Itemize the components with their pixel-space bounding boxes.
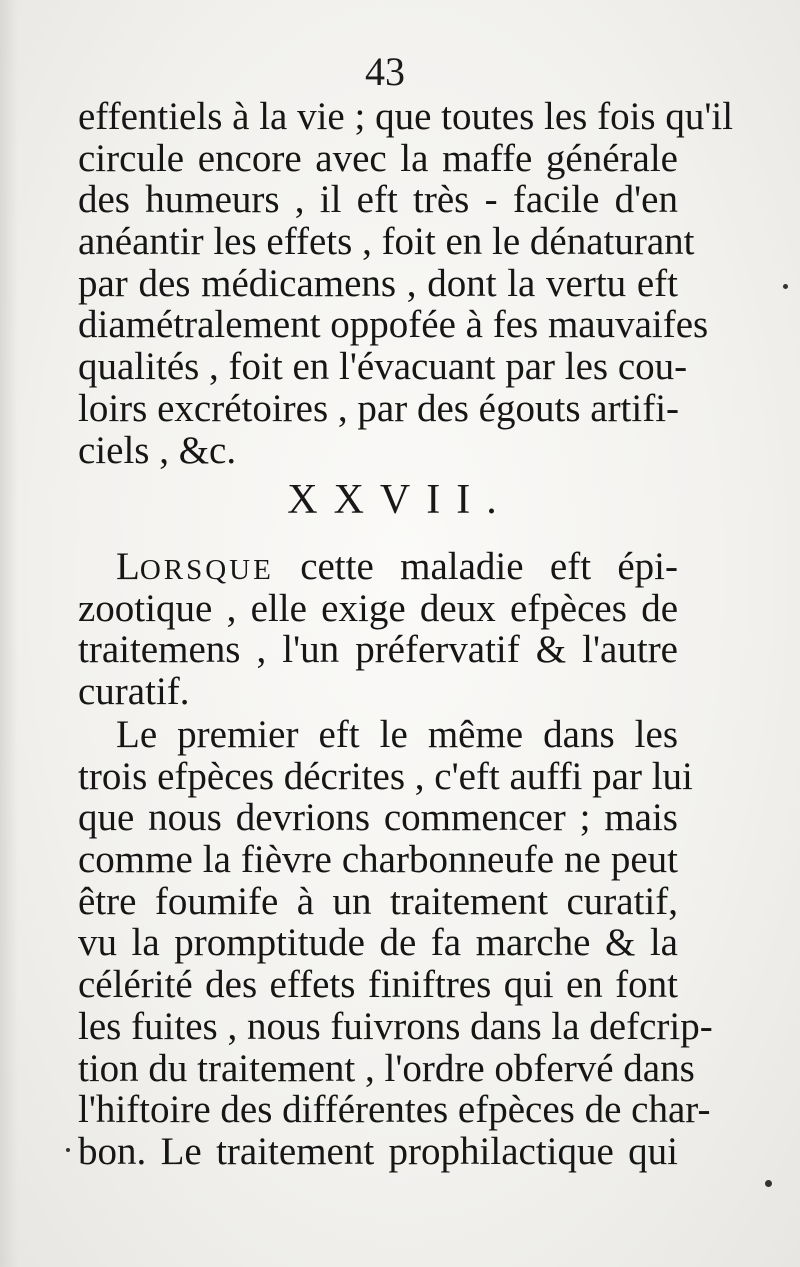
text-line: l'hiftoire des différentes efpèces de char- [78,1088,711,1132]
paragraph-lorsque [78,546,678,713]
text-line: vu la promptitude de fa marche & la [78,921,678,965]
text-line: diamétralement oppofée à fes mauvaifes [78,303,709,347]
paragraph-continuation [78,95,734,472]
text-line: bon. Le traitement prophilactique qui [78,1129,678,1173]
text-line: loirs excrétoires , par des égouts artifi- [78,386,680,430]
text-line: ciels , &c. [78,428,237,472]
text-line: des humeurs , il eft très - facile d'en [78,178,678,222]
text-line: Le premier eft le même dans les [116,713,678,756]
text-line: par des médicamens , dont la vertu eft [78,261,678,305]
text-line: les fuites , nous fuivrons dans la defcrip- [78,1004,713,1048]
page-number: 43 [365,49,405,94]
ink-speck [765,1180,772,1187]
text-line: qualités , foit en l'évacuant par les cou- [78,345,688,389]
text-line: traitemens , l'un préfervatif & l'autre [78,628,678,672]
initial-letter: L [116,545,140,588]
page-edge-shadow [0,0,18,1267]
text-line: être foumife à un traitement curatif, [78,879,678,923]
text-line: circule encore avec la maffe générale [78,136,678,180]
text-line: célérité des effets finiftres qui en font [78,963,678,1007]
ink-speck [66,1148,70,1152]
text-line: que nous devrions commencer ; mais [78,796,678,840]
paragraph-premier [78,713,713,1173]
text-line: comme la fièvre charbonneufe ne peut [78,838,678,882]
text-line: zootique , elle exige deux efpèces de [78,586,678,630]
text-line-first [78,546,678,588]
text-line: anéantir les effets , foit en le dénaturant [78,220,695,264]
section-heading: XXVII. [287,477,513,523]
smallcaps-word: ORSQUE [139,554,274,586]
text-line: tion du traitement , l'ordre obfervé dans [78,1046,695,1090]
text-fragment: cette maladie eft épi- [300,545,678,588]
text-line: curatif. [78,670,190,714]
text-line: effentiels à la vie ; que toutes les fois qu'il [78,95,734,138]
text-line: trois efpèces décrites , c'eft auffi par lui [78,754,693,798]
ink-speck [783,284,788,289]
